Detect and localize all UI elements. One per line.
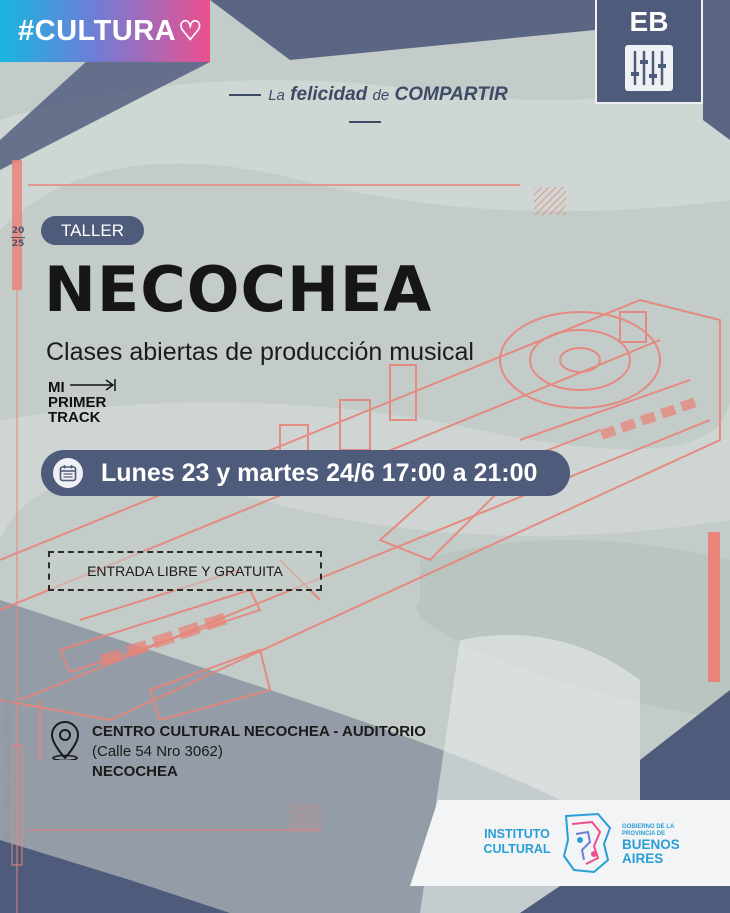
tagline-compartir: COMPARTIR — [394, 84, 508, 105]
province-emblem-icon — [558, 810, 614, 876]
venue-city: NECOCHEA — [92, 763, 178, 780]
instituto-line1: INSTITUTO — [484, 827, 550, 841]
event-title: NECOCHEA — [44, 253, 433, 326]
venue-info — [92, 722, 426, 782]
vertical-label: ELECTRÓNICA BONAERENSE — [4, 697, 14, 840]
program-line1: MI — [48, 379, 65, 396]
year-top: 20 — [11, 226, 25, 236]
venue-name: CENTRO CULTURAL NECOCHEA - AUDITORIO — [92, 723, 426, 740]
brand-logo — [595, 0, 703, 104]
footer-logo — [410, 800, 730, 886]
gob-line1: GOBIERNO DE LA — [622, 824, 675, 830]
arrow-right-icon — [68, 378, 118, 392]
instituto-cultural-label — [482, 827, 552, 857]
tagline-felicidad: felicidad — [290, 84, 368, 105]
buenos-aires-label — [622, 838, 680, 866]
tagline — [200, 82, 530, 108]
venue-address: (Calle 54 Nro 3062) — [92, 743, 223, 760]
gob-line2: PROVINCIA DE — [622, 831, 666, 837]
mixer-faders-icon — [624, 44, 674, 92]
heart-icon: ♡ — [178, 16, 203, 46]
gob-line4: AIRES — [622, 851, 664, 866]
schedule-text: Lunes 23 y martes 24/6 17:00 a 21:00 — [101, 459, 538, 487]
location-pin-icon — [48, 720, 82, 760]
category-pill: TALLER — [41, 216, 144, 245]
event-subtitle: Clases abiertas de producción musical — [46, 338, 474, 366]
tagline-de: de — [372, 87, 390, 104]
gobierno-small-label — [622, 824, 674, 838]
gob-line3: BUENOS — [622, 837, 680, 852]
program-line3: TRACK — [48, 409, 101, 426]
brand-initials: EB — [629, 6, 669, 37]
cultura-badge — [0, 0, 210, 62]
year-bottom: 25 — [11, 239, 25, 249]
instituto-line2: CULTURAL — [483, 842, 551, 856]
calendar-icon — [53, 458, 83, 488]
year-label — [11, 226, 25, 249]
program-line2: PRIMER — [48, 394, 107, 411]
schedule-pill — [41, 450, 570, 496]
tagline-la: La — [268, 87, 285, 104]
cultura-badge-text: #CULTURA — [18, 15, 177, 47]
admission-label: ENTRADA LIBRE Y GRATUITA — [48, 551, 322, 591]
